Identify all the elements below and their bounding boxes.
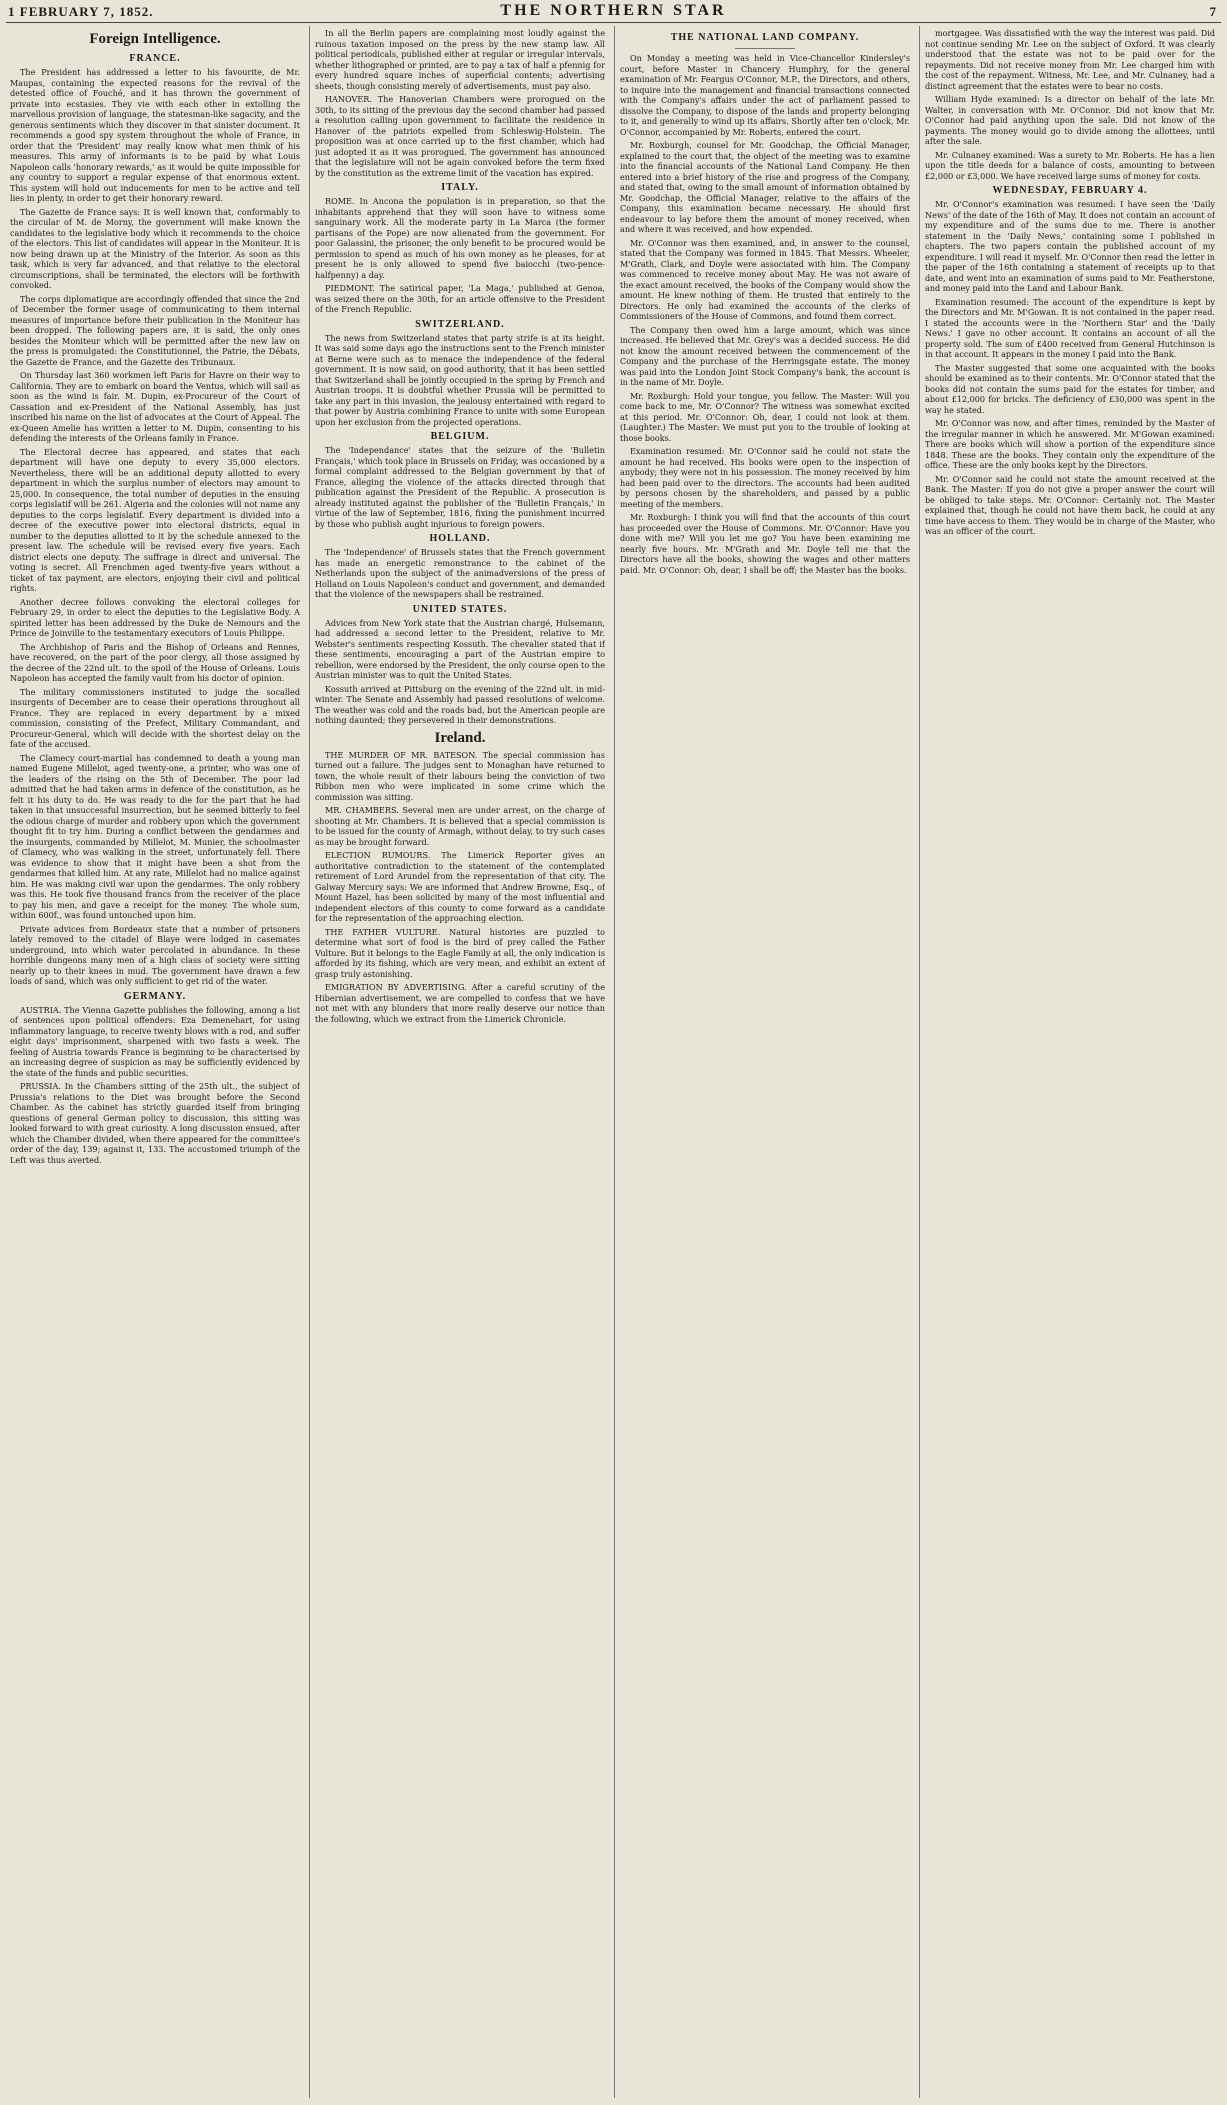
article-paragraph: Another decree follows convoking the electoral colleges for February 29, in order to elect the deputies to the Legislative Body. A spirited letter has been addressed by the Duke de Nemours and the Prince de Joinville to the testamentary executors of Louis Philippe.	[10, 596, 300, 638]
article-paragraph: Mr. O'Connor said he could not state the amount received at the Bank. The Master: If you do not give a proper answer the court will be obliged to take steps. Mr. O'Connor: Certainly not. The Master explained that, though he could not have them back, he could at any time have access to them. They would be in charge of the Master, who was an officer of the court.	[925, 473, 1215, 536]
article-paragraph: The Company then owed him a large amount, which was since increased. He believed that Mr. Grey's was a decided success. He did not know the amount received between the commencement of the Company and the purchase of the Herringsgate estate. The money was paid into the London Joint Stock Company's bank, the account is in the name of Mr. Doyle.	[620, 324, 910, 387]
article-paragraph: HANOVER. The Hanoverian Chambers were prorogued on the 30th, to its sitting of the previous day the second chamber had passed a resolution calling upon government to facilitate the residence in Hanover of the patriots expelled from Schleswig-Holstein. The proposition was at once carried up to the first chamber, which had just adopted it as it was prorogued. The government has announced that the legislature will not be again convoked before the term fixed by the constitution as the extreme limit of the vacation has expired.	[315, 94, 605, 178]
column-3	[620, 28, 910, 2096]
page-number: 7	[1209, 4, 1217, 19]
section-heading-ireland: Ireland.	[434, 729, 486, 746]
article-paragraph: The 'Independance' states that the seizure of the 'Bulletin Français,' which took place in Brussels on Friday, was occasioned by a formal complaint addressed to the Belgian government by that of France, alleging the violence of the attacks directed through that publication against the President of the Republic. A prosecution is already instituted against the publisher of the 'Bulletin Français,' in virtue of the law of September, 1816, fixing the punishment incurred by those who publish aught injurious to foreign powers.	[315, 445, 605, 529]
header-rule	[6, 22, 1221, 23]
article-paragraph: The President has addressed a letter to his favourite, de Mr. Maupas, containing the expected reasons for the revival of the detested office of Fouché, and it has thrown the government of private into ecstasies. They vie with each other in extolling the marvellous provision of language, the statesman-like sagacity, and the generous sentiments which they discover in that sinister document. It recommends a good spy system throughout the whole of France, in order that the 'President' may really know what men think of his measures. This army of informants is to be paid by what Louis Napoleon calls 'honorary rewards,' as it would be quite impossible for any country to support a regular expense of that enormous extent. This system will hold out inducements for men to be active and tell lies in plenty, in order to get their honorary reward.	[10, 67, 300, 203]
newspaper-title: THE NORTHERN STAR	[500, 2, 727, 19]
article-paragraph: MR. CHAMBERS. Several men are under arrest, on the charge of shooting at Mr. Chambers. It is believed that a special commission is to be issued for the county of Armagh, without delay, to try such cases as may be brought forward.	[315, 805, 605, 847]
article-paragraph: Advices from New York state that the Austrian chargé, Hulsemann, had addressed a second letter to the President, relative to Mr. Webster's sentiments respecting Kossuth. The chevalier stated that if these sentiments, encouraging a part of the Austrian empire to rebellion, were endorsed by the President, the only course open to the Austrian minister was to quit the United States.	[315, 617, 605, 680]
article-paragraph: Mr. O'Connor was now, and after times, reminded by the Master of the irregular manner in which he answered. Mr. M'Gowan examined: There are books which will show a portion of the expenditure since 1848. These are the books. They contain only the expenditure of the office. These are the only books kept by the Directors.	[925, 418, 1215, 470]
subheading-holland: HOLLAND.	[429, 533, 491, 544]
article-paragraph: The Master suggested that some one acquainted with the books should be examined as to their contents. Mr. O'Connor stated that the books did not contain the sums paid for the estates for timber, and about £12,000 for bricks. The deficiency of £30,000 was spent in the way he stated.	[925, 362, 1215, 415]
subheading-land-company: THE NATIONAL LAND COMPANY.	[670, 32, 860, 43]
article-paragraph: Mr. O'Connor was then examined, and, in answer to the counsel, stated that the Company was formed in 1845. That Messrs. Wheeler, M'Grath, Clark, and Doyle were associated with him. The Company was commenced to receive money about May. He was not aware of the exact amount received, the books of the Company would show the amount. He knew nothing of them. He trusted that entirely to the Directors. He only had examined the accounts of the clerks of Commissioners of the House of Commons, and found them correct.	[620, 237, 910, 321]
subheading-wednesday: WEDNESDAY, FEBRUARY 4.	[992, 185, 1148, 196]
column-4	[925, 28, 1215, 2096]
article-paragraph: AUSTRIA. The Vienna Gazette publishes the following, among a list of sentences upon political offenders: Eza Demenehart, for using inflammatory language, to receive twenty blows with a rod, and suffer eight days' imprisonment, sharpened with two fasts a week. The feeling of Austria towards France is beginning to be characterised by an increasing degree of suspicion as may be sufficiently evidenced by the state of the funds and public securities.	[10, 1004, 300, 1078]
article-paragraph: ELECTION RUMOURS. The Limerick Reporter gives an authoritative contradiction to the statement of the contemplated retirement of Lord Arundel from the representation of that city. The Galway Mercury says: We are informed that Andrew Browne, Esq., of Mount Hazel, has been solicited by many of the most influential and independent electors of this county to come forward as a candidate for the representation of the approaching election.	[315, 850, 605, 923]
article-paragraph: On Thursday last 360 workmen left Paris for Havre on their way to California. They are to embark on board the Ventus, which will sail as soon as the wind is fair. M. Dupin, ex-Procureur of the Court of Cassation and ex-President of the National Assembly, has just inscribed his name on the list of advocates at the Court of Appeal. The ex-Queen Amelie has written a letter to M. Dupin, consenting to his defending the interests of the Orleans family in France.	[10, 370, 300, 443]
article-paragraph: THE MURDER OF MR. BATESON. The special commission has turned out a failure. The judges sent to Monaghan have returned to town, the whole result of their labours being the conviction of two Ribbon men who were implicated in some crime which the commission was sitting.	[315, 749, 605, 802]
section-heading: Foreign Intelligence.	[89, 31, 221, 47]
subheading-france: FRANCE.	[129, 53, 181, 64]
page-date: 1 FEBRUARY 7, 1852.	[8, 4, 154, 19]
article-paragraph: mortgagee. Was dissatisfied with the way the interest was paid. Did not continue sending Mr. Lee on the subject of Oxford. It was clearly understood that the estate was not to be paid over for the repayments. Did not receive money from Mr. Lee charged him with the cost of the repayment. Witness, Mr. Lee, and Mr. Culnaney, had a distinct agreement that the estates were to bear no costs.	[925, 28, 1215, 91]
article-paragraph: The corps diplomatique are accordingly offended that since the 2nd of December the former usage of communicating to them internal measures of importance before their publication in the Moniteur has been dropped. The following papers are, it is said, the only ones besides the Moniteur which will be permitted after the new law on the press is promulgated: the Constitutionnel, the Patrie, the Débats, the Gazette de France, and the Gazette des Tribunaux.	[10, 293, 300, 367]
subheading-germany: GERMANY.	[123, 990, 187, 1002]
article-paragraph: The Archbishop of Paris and the Bishop of Orleans and Rennes, have recovered, on the part of the poor clergy, all those assigned by the decree of the 22nd ult. to the spoil of the House of Orleans. Louis Napoleon has accepted the family vault from his doctor of opinion.	[10, 641, 300, 683]
article-paragraph: Private advices from Bordeaux state that a number of prisoners lately removed to the citadel of Blaye were lodged in casemates underground, into which water percolated in abundance. In these horrible dungeons many men of a high class of society were sitting nearly up to their knees in mud. The government have drawn a few loads of sand, which was only sufficient to get rid of the water.	[10, 923, 300, 986]
article-paragraph: The news from Switzerland states that party strife is at its height. It was said some days ago the instructions sent to the French minister at Berne were such as to menace the independence of the federal government. It is now said, on good authority, that it has been settled that Switzerland shall be jointly occupied in the spring by French and Austrian troops. It is doubtful whether Prussia will be permitted to take any part in this invasion, the jealousy entertained with regard to that power by Austria combining France to unite with some European upon her exclusion from the projected operations.	[315, 332, 605, 427]
article-paragraph: ROME. In Ancona the population is in preparation, so that the inhabitants apprehend that they will soon have to witness some sanguinary work. All the moderate party in La Marca (the former partisans of the Pope) are now alienated from the government. For poor Galassini, the prisoner, the only benefit to be procured would be permission to spend as much of his own money as he pleases, for at present he is only allowed to spend five baiocchi (two-pence-halfpenny) a day.	[315, 196, 605, 280]
article-paragraph: THE FATHER VULTURE. Natural histories are puzzled to determine what sort of food is the bird of prey called the Father Vulture. But it belongs to the Eagle Family at all, the only indication is afforded by its fishing, which are very mean, and exhibit an extent of grasp truly astonishing.	[315, 926, 605, 979]
article-paragraph: The Clamecy court-martial has condemned to death a young man named Eugene Millelot, aged twenty-one, a printer, who was one of the leaders of the rising on the 5th of December. The poor lad admitted that he had taken arms in defence of the constitution, as he felt it his duty to do. He was ready to die for the part that he had taken in that unsuccessful insurrection, but he seemed bitterly to feel the odious charge of murder and robbery upon which the government thought fit to try him. During a conflict between the gendarmes and the insurgents, commanded by Millelot, M. Munier, the schoolmaster of Clamecy, who was walking in the street, unfortunately fell. There was evidence to show that it might have been a shot from the gendarmes that killed him. At any rate, Millelot had no malice against him. He was making civil war upon the gendarmes. The only robbery was this. He took five thousand francs from the receiver of the place to pay his men, and gave a receipt for the money. The whole sum, within 600f., was found untouched upon him.	[10, 752, 300, 920]
article-paragraph: The 'Independence' of Brussels states that the French government has made an energetic remonstrance to the cabinet of the Netherlands upon the subject of the animadversions of the press of Holland on Louis Napoleon's conduct and government, and demanded that the violence of the newspapers shall be restrained.	[315, 547, 605, 599]
article-paragraph: Mr. Culnaney examined: Was a surety to Mr. Roberts. He has a lien upon the title deeds for a balance of costs, amounting to between £2,000 or £3,000. We have received large sums of money for costs.	[925, 149, 1215, 181]
article-paragraph: Mr. Roxburgh: Hold your tongue, you fellow. The Master: Will you come back to me, Mr. O'Connor? The witness was somewhat excited at this period. Mr. O'Connor: Oh, dear, I could not look at them. (Laughter.) The Master: We must put you to the trouble of looking at those books.	[620, 390, 910, 443]
article-paragraph: Mr. O'Connor's examination was resumed: I have seen the 'Daily News' of the date of the 16th of May. It does not contain an account of my expenditure and of the sums due to me. There is another statement in the 'Daily News,' containing some I published in chapters. The two papers contain the published account of my expenditure. I will read it myself. Mr. O'Connor then read the letter in the paper of the 16th containing a statement of receipts up to that date, and went into an examination of sums paid to Mr. Featherstone, and money paid into the Land and Labour Bank.	[925, 199, 1215, 293]
subheading-belgium: BELGIUM.	[430, 431, 490, 442]
article-paragraph: PRUSSIA. In the Chambers sitting of the 25th ult., the subject of Prussia's relations to the Diet was brought before the Second Chamber. As the cabinet has strictly guarded itself from bringing questions of general German policy to discussion, this sitting was looked forward to with great curiosity. A long discussion ensued, after which the Chamber divided, when there appeared for the committee's order of the day, 139; against it, 133. The accustomed triumph of the Left was thus averted.	[10, 1081, 300, 1165]
article-paragraph: Kossuth arrived at Pittsburg on the evening of the 22nd ult. in mid-winter. The Senate and Assembly had passed resolutions of welcome. The weather was cold and the roads bad, but the American people are nothing daunted; they persevered in their demonstrations.	[315, 683, 605, 725]
article-paragraph: Mr. Roxburgh: I think you will find that the accounts of this court has proceeded over the House of Commons. Mr. O'Connor: Have you done with me? Will you let me go? You have been examining me nearly five hours. Mr. M'Grath and Mr. Doyle tell me that the Directors have all the books, showing the wages and other matters paid. Mr. O'Connor: Oh, dear, I shall be off; the Master has the books.	[620, 512, 910, 575]
subheading-united-states: UNITED STATES.	[412, 603, 508, 615]
article-paragraph: In all the Berlin papers are complaining most loudly against the ruinous taxation imposed on the press by the new stamp law. All political periodicals, published either at regular or irregular intervals, whether lithographed or printed, are to pay a tax of half a pfennig for every hundred square inches of superficial contents; advertising sheets, though consisting merely of advertisements, must pay also.	[315, 28, 605, 91]
article-paragraph: William Hyde examined: Is a director on behalf of the late Mr. Walter, in conversation with Mr. O'Connor. Did not know that Mr. O'Connor had paid anything upon the sale. Did not know of the payments. The money would go to divide among the allottees, until after the sale.	[925, 94, 1215, 146]
article-paragraph: The military commissioners instituted to judge the socalled insurgents of December are to cease their operations throughout all France. They are replaced in every department by a mixed commission, consisting of the Prefect, Military Commandant, and Procureur-General, which will decide with the shortest delay on the fate of the accused.	[10, 686, 300, 749]
article-paragraph: On Monday a meeting was held in Vice-Chancellor Kindersley's court, before Master in Chancery Humphry, for the general examination of Mr. Feargus O'Connor, M.P., the Directors, and others, to inquire into the management and financial transactions connected with the Company's affairs under the act of parliament passed to dissolve the Company, to dispose of the lands and property belonging to it, and generally to wind up its affairs. Shortly after ten o'clock, Mr. O'Connor, accompanied by Mr. Roberts, entered the court.	[620, 53, 910, 137]
column-2	[315, 28, 605, 2096]
column-rule	[919, 26, 920, 2098]
article-paragraph: PIEDMONT. The satirical paper, 'La Maga,' published at Genoa, was seized there on the 30th, for an article offensive to the President of the French Republic.	[315, 283, 605, 314]
article-paragraph: Examination resumed: Mr. O'Connor said he could not state the amount he had received. His books were open to the inspection of anybody; they were not in his possession. The money received by him had been paid over to the directors. The accounts had been audited by persons chosen by the shareholders, and passed by a public meeting of the members.	[620, 446, 910, 509]
article-paragraph: The Gazette de France says: It is well known that, conformably to the circular of M. de Morny, the government will make known the candidates to the legislative body which it recommends to the choice of the electors. This list of candidates will appear in the Moniteur. It is now being drawn up at the Ministry of the Interior. As soon as this task, which is very far advanced, and that relative to the electoral circumscriptions, shall be terminated, the electors will be forthwith convoked.	[10, 206, 300, 290]
article-paragraph: Mr. Roxburgh, counsel for Mr. Goodchap, the Official Manager, explained to the court that, the object of the meeting was to examine into the financial accounts of the National Land Company. He then entered into a brief history of the rise and progress of the Company, and stated that, owing to the small amount of information obtained by Mr. Goodchap, the Official Manager, relative to the affairs of the Company, this examination became necessary. He should first endeavour to lay before them the amount of money received, when and where it was received, and how expended.	[620, 140, 910, 234]
article-paragraph: Examination resumed: The account of the expenditure is kept by the Directors and Mr. M'Gowan. It is not contained in the paper read. I stated the accounts were in the 'Northern Star' and the 'Daily News.' I gave no other account. It contains an account of all the property sold. The sum of £400 received from General Hutchinson is in that account. It appears in the money I paid into the Bank.	[925, 296, 1215, 359]
subheading-switzerland: SWITZERLAND.	[415, 318, 505, 330]
divider	[735, 48, 795, 49]
subheading-italy: ITALY.	[441, 182, 479, 193]
column-rule	[614, 26, 615, 2098]
article-paragraph: The Electoral decree has appeared, and states that each department will have one deputy to every 35,000 electors. Nevertheless, there will be an additional deputy allotted to every department in which the surplus number of electors may amount to 25,000. In consequence, the total number of deputies in the ensuing corps legislatif will be 261. Algeria and the colonies will not name any deputies to the corps legislatif. Every department is divided into a decree of the executive power into electoral districts, equal in number to the deputies allotted to it by the schedule annexed to the present law. The schedule will be revised every five years. Each district elects one deputy. The suffrage is direct and universal. The voting is secret. All Frenchmen aged twenty-five years without a ticket of tax payment, are electors, enjoying their civil and political rights.	[10, 446, 300, 593]
article-paragraph: EMIGRATION BY ADVERTISING. After a careful scrutiny of the Hibernian advertisement, we are compelled to confess that we have not met with any blunders that more really deserve our notice than the following, which we extract from the Limerick Chronicle.	[315, 982, 605, 1024]
column-rule	[309, 26, 310, 2098]
column-1	[10, 28, 300, 2096]
masthead	[0, 0, 1227, 22]
